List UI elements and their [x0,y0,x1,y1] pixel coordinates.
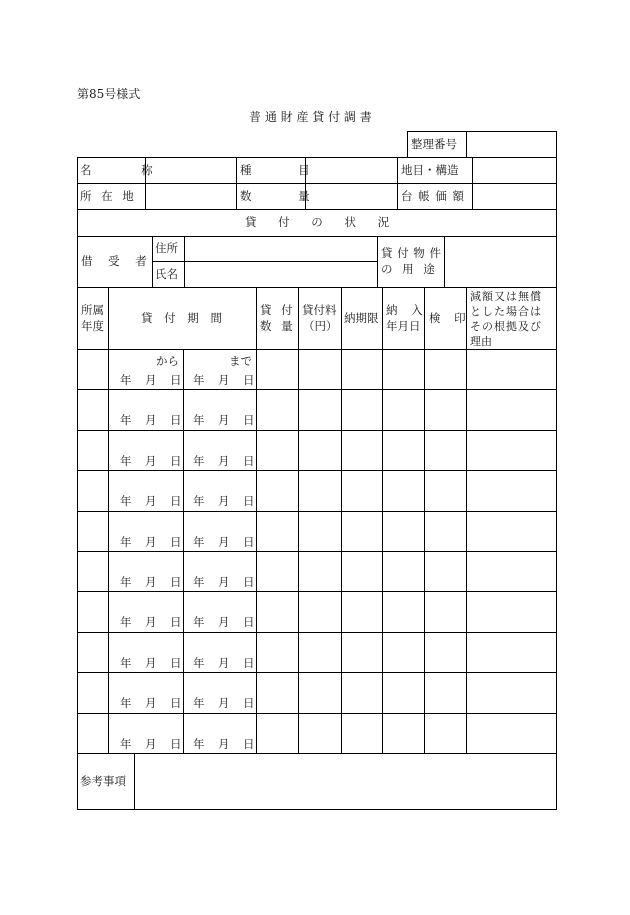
from-year-label: 年 [120,413,132,427]
label-from: から [156,354,179,368]
land-label: 地目・構造 [401,163,459,177]
row-divider [77,753,556,754]
col-fee-2: （円） [303,319,338,333]
location-label: 所 在 地 [80,189,134,203]
col-reason-2: とした場合は [470,305,542,318]
to-day-label: 日 [243,454,255,468]
from-day-label: 日 [170,413,182,427]
from-year-label: 年 [120,696,132,710]
to-day-label: 日 [243,696,255,710]
from-day-label: 日 [170,615,182,629]
to-year-label: 年 [193,494,205,508]
page-title: 普 通 財 産 貸 付 調 書 [249,110,372,124]
row-divider [77,713,556,714]
col-deadline: 納期限 [344,311,379,325]
label-to: まで [229,354,252,368]
to-day-label: 日 [243,615,255,629]
to-day-label: 日 [243,373,255,387]
ledger-label: 台 帳 価 額 [401,189,464,203]
status-title: 貸 付 の 状 況 [245,215,390,229]
row-divider [77,430,556,431]
number-label: 整理番号 [411,137,457,151]
col-qty-1: 貸 付 [260,303,293,317]
to-day-label: 日 [243,575,255,589]
to-month-label: 月 [218,454,230,468]
to-day-label: 日 [243,656,255,670]
to-month-label: 月 [218,535,230,549]
purpose-label-2: の 用 途 [381,262,435,276]
row-divider [77,470,556,471]
to-day-label: 日 [243,535,255,549]
from-day-label: 日 [170,737,182,751]
from-month-label: 月 [145,656,157,670]
col-year-2: 年度 [81,319,104,333]
row-divider [77,591,556,592]
to-month-label: 月 [218,615,230,629]
to-year-label: 年 [193,413,205,427]
from-year-label: 年 [120,656,132,670]
form-id: 第85号様式 [77,87,141,101]
from-day-label: 日 [170,696,182,710]
col-fee-1: 貸付料 [302,303,337,317]
notes-label: 参考事項 [80,774,126,788]
from-day-label: 日 [170,373,182,387]
to-day-label: 日 [243,737,255,751]
col-period: 貸 付 期 間 [141,311,222,325]
from-year-label: 年 [120,737,132,751]
row-divider [77,511,556,512]
to-year-label: 年 [193,615,205,629]
from-day-label: 日 [170,454,182,468]
from-day-label: 日 [170,656,182,670]
from-year-label: 年 [120,615,132,629]
to-month-label: 月 [218,575,230,589]
from-month-label: 月 [145,615,157,629]
to-day-label: 日 [243,413,255,427]
from-year-label: 年 [120,494,132,508]
to-month-label: 月 [218,494,230,508]
to-month-label: 月 [218,696,230,710]
to-year-label: 年 [193,575,205,589]
from-month-label: 月 [145,454,157,468]
name-label: 名 称 [80,163,153,177]
row-divider [77,551,556,552]
to-month-label: 月 [218,373,230,387]
to-month-label: 月 [218,737,230,751]
col-reason-4: 理由 [470,335,492,348]
col-qty-2: 数 量 [260,319,293,333]
to-year-label: 年 [193,696,205,710]
from-month-label: 月 [145,696,157,710]
col-year-1: 所属 [81,303,104,317]
address-label: 住所 [155,241,178,255]
col-reason-1: 減額又は無償 [470,290,542,303]
to-month-label: 月 [218,413,230,427]
from-month-label: 月 [145,413,157,427]
row-divider [77,632,556,633]
to-year-label: 年 [193,535,205,549]
col-paid-1: 納 入 [386,303,423,317]
to-year-label: 年 [193,373,205,387]
to-day-label: 日 [243,494,255,508]
from-day-label: 日 [170,494,182,508]
col-inspect: 検 印 [429,311,466,325]
purpose-label-1: 貸 付 物 件 [381,246,441,260]
to-year-label: 年 [193,737,205,751]
row-divider [77,389,556,390]
row-divider [77,672,556,673]
from-month-label: 月 [145,494,157,508]
from-year-label: 年 [120,575,132,589]
col-reason-3: その根拠及び [470,320,542,333]
from-day-label: 日 [170,575,182,589]
borrower-name-label: 氏名 [155,267,178,281]
from-month-label: 月 [145,737,157,751]
from-year-label: 年 [120,373,132,387]
from-month-label: 月 [145,575,157,589]
to-year-label: 年 [193,454,205,468]
to-year-label: 年 [193,656,205,670]
borrower-label: 借 受 者 [81,254,147,268]
from-year-label: 年 [120,535,132,549]
type-label: 種 目 [240,163,310,177]
form-bottom-border [77,809,557,810]
col-paid-2: 年月日 [386,319,421,333]
from-month-label: 月 [145,373,157,387]
to-month-label: 月 [218,656,230,670]
quantity-label: 数 量 [240,189,310,203]
from-year-label: 年 [120,454,132,468]
from-month-label: 月 [145,535,157,549]
from-day-label: 日 [170,535,182,549]
